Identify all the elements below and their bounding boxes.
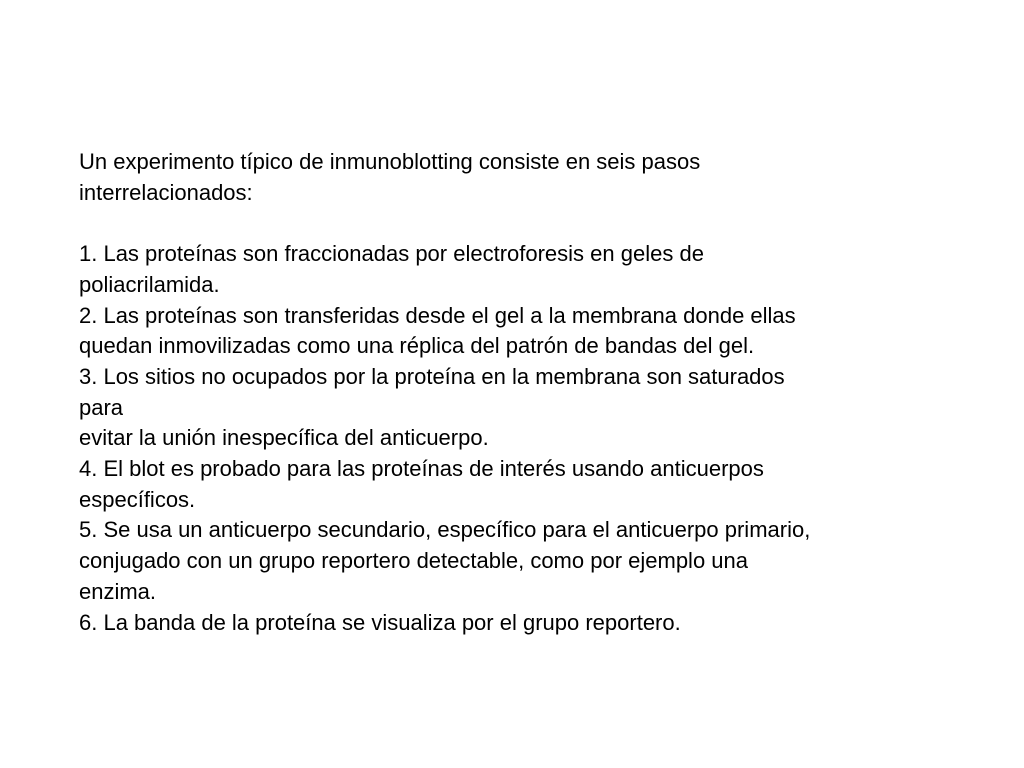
blank-line <box>79 208 959 239</box>
step-3-line-3: evitar la unión inespecífica del anticuerpo. <box>79 425 489 451</box>
step-5-line-3: enzima. <box>79 578 157 604</box>
step-1-line-1: 1. Las proteínas son fraccionadas por electroforesis en geles de <box>79 241 704 267</box>
step-6-line-1: 6. La banda de la proteína se visualiza por el grupo reportero. <box>79 609 681 635</box>
step-5-line-2: conjugado con un grupo reportero detectable, como por ejemplo una <box>79 548 749 574</box>
step-3-line-1: 3. Los sitios no ocupados por la proteína en la membrana son saturados <box>79 363 785 389</box>
body-text <box>79 147 959 638</box>
intro-line-1: Un experimento típico de inmunoblotting consiste en seis pasos <box>79 149 701 174</box>
step-4-line-1: 4. El blot es probado para las proteínas de interés usando anticuerpos <box>79 456 764 482</box>
step-1-line-2: poliacrilamida. <box>79 271 220 297</box>
intro-line-2: interrelacionados: <box>79 179 253 205</box>
step-2-line-1: 2. Las proteínas son transferidas desde el gel a la membrana donde ellas <box>79 302 796 328</box>
step-2-line-2: quedan inmovilizadas como una réplica del patrón de bandas del gel. <box>79 333 755 359</box>
step-4-line-2: específicos. <box>79 486 196 512</box>
step-3-line-2: para <box>79 394 124 420</box>
step-5-line-1: 5. Se usa un anticuerpo secundario, específico para el anticuerpo primario, <box>79 517 811 543</box>
